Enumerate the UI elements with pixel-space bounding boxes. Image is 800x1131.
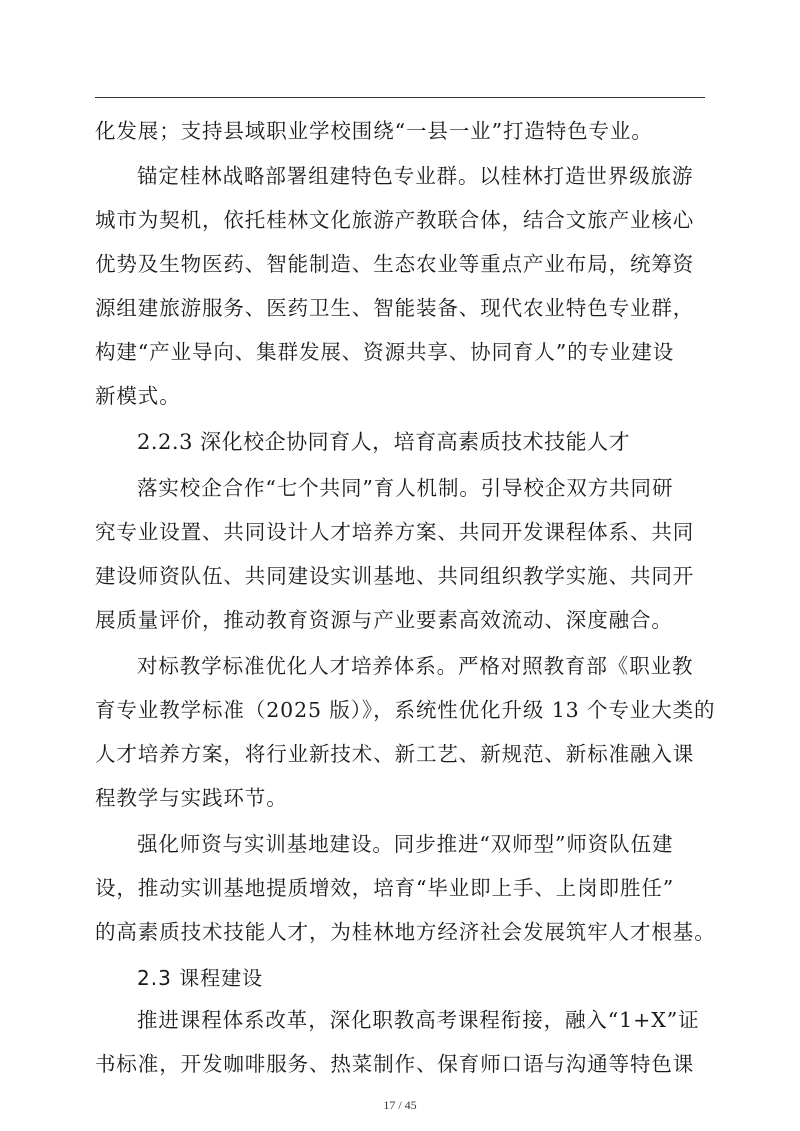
- paragraph-line: 程教学与实践环节。: [95, 786, 288, 810]
- paragraph-line: 设，推动实训基地提质增效，培育“毕业即上手、上岗即胜任”: [95, 876, 675, 900]
- paragraph-line: 化发展；支持县域职业学校围绕“一县一业”打造特色专业。: [95, 119, 653, 143]
- paragraph-line: 构建“产业导向、集群发展、资源共享、协同育人”的专业建设: [95, 340, 675, 364]
- header-rule: [95, 97, 705, 98]
- paragraph-line: 强化师资与实训基地建设。同步推进“双师型”师资队伍建: [137, 832, 674, 856]
- paragraph-line: 源组建旅游服务、医药卫生、智能装备、现代农业特色专业群，: [95, 296, 695, 320]
- paragraph-line: 推进课程体系改革，深化职教高考课程衔接，融入“1+X”证: [137, 1008, 700, 1032]
- section-heading: 2.2.3 深化校企协同育人，培育高素质技术技能人才: [137, 430, 631, 454]
- paragraph-line: 优势及生物医药、智能制造、生态农业等重点产业布局，统筹资: [95, 252, 695, 276]
- paragraph-line: 的高素质技术技能人才，为桂林地方经济社会发展筑牢人才根基。: [95, 920, 716, 944]
- paragraph-line: 锚定桂林战略部署组建特色专业群。以桂林打造世界级旅游: [137, 164, 694, 188]
- page-number: 17 / 45: [383, 1098, 417, 1112]
- paragraph-line: 书标准，开发咖啡服务、热菜制作、保育师口语与沟通等特色课: [95, 1052, 695, 1076]
- paragraph-line: 城市为契机，依托桂林文化旅游产教联合体，结合文旅产业核心: [95, 208, 695, 232]
- section-heading: 2.3 课程建设: [137, 966, 264, 990]
- paragraph-line: 育专业教学标准（2025 版）》，系统性优化升级 13 个专业大类的: [95, 698, 716, 722]
- paragraph-line: 落实校企合作“七个共同”育人机制。引导校企双方共同研: [137, 476, 674, 500]
- paragraph-line: 新模式。: [95, 384, 181, 408]
- paragraph-line: 建设师资队伍、共同建设实训基地、共同组织教学实施、共同开: [95, 564, 695, 588]
- paragraph-line: 人才培养方案，将行业新技术、新工艺、新规范、新标准融入课: [95, 742, 695, 766]
- paragraph-line: 究专业设置、共同设计人才培养方案、共同开发课程体系、共同: [95, 520, 695, 544]
- paragraph-line: 展质量评价，推动教育资源与产业要素高效流动、深度融合。: [95, 608, 673, 632]
- paragraph-line: 对标教学标准优化人才培养体系。严格对照教育部《职业教: [137, 654, 694, 678]
